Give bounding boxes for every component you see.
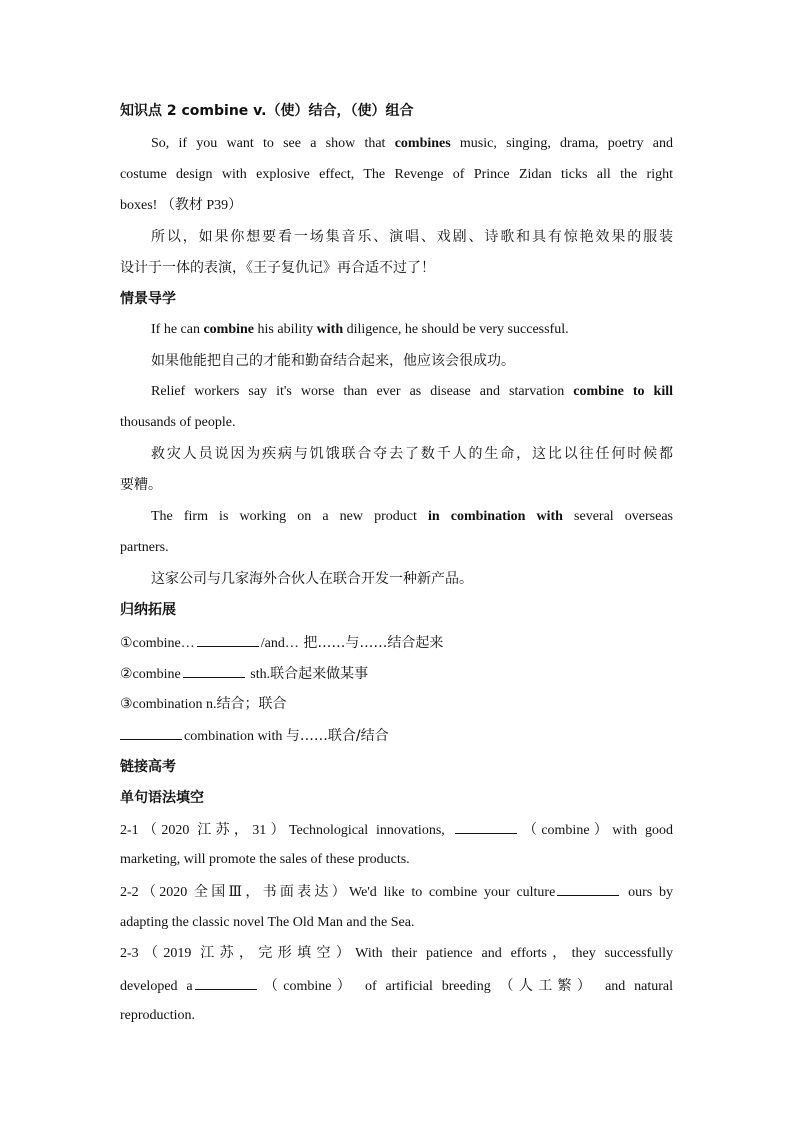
question-2-1-line-1: 2-1（2020 江苏，31）Technological innovations, （combine）with good xyxy=(120,819,673,841)
question-2-1-line-2: marketing, will promote the sales of these products. xyxy=(120,852,410,867)
scene-title: 情景导学 xyxy=(120,291,176,307)
link-title: 链接高考 xyxy=(120,759,176,775)
example-1-line-1: So, if you want to see a show that combines music, singing, drama, poetry and xyxy=(151,136,673,151)
summary-item-4: combination with 与……联合/结合 xyxy=(120,725,673,747)
fill-blank[interactable] xyxy=(195,975,257,990)
example-1-translation-1: 所以，如果你想要看一场集音乐、演唱、戏剧、诗歌和具有惊艳效果的服装 xyxy=(151,229,673,245)
scene-sentence-2-line-2: thousands of people. xyxy=(120,415,236,430)
scene-translation-1: 如果他能把自己的才能和勤奋结合起来，他应该会很成功。 xyxy=(151,353,515,369)
question-2-2-line-2: adapting the classic novel The Old Man and the Sea. xyxy=(120,915,415,930)
scene-translation-3: 这家公司与几家海外合伙人在联合开发一种新产品。 xyxy=(151,571,473,587)
summary-item-3: ③combination n.结合；联合 xyxy=(120,696,287,712)
question-2-3-line-1: 2-3（2019 江苏，完形填空）With their patience and efforts，they successfully xyxy=(120,946,673,961)
scene-translation-2-line-1: 救灾人员说因为疾病与饥饿联合夺去了数千人的生命，这比以往任何时候都 xyxy=(151,446,673,462)
summary-title: 归纳拓展 xyxy=(120,602,176,618)
example-1-translation-2: 设计于一体的表演，《王子复仇记》再合适不过了！ xyxy=(120,260,435,276)
scene-sentence-1: If he can combine his ability with diligence, he should be very successful. xyxy=(151,322,569,337)
scene-translation-2-line-2: 要糟。 xyxy=(120,477,162,493)
scene-sentence-3-line-2: partners. xyxy=(120,540,169,555)
question-2-3-line-2: developed a （combine） of artificial breeding （人工繁） and natural xyxy=(120,975,673,997)
fill-blank[interactable] xyxy=(455,819,517,834)
exercise-subtitle: 单句语法填空 xyxy=(120,790,204,806)
summary-item-1: ①combine… /and… 把……与……结合起来 xyxy=(120,632,673,654)
fill-blank[interactable] xyxy=(557,881,619,896)
question-2-2-line-1: 2-2（2020 全国Ⅲ，书面表达）We'd like to combine your culture ours by xyxy=(120,881,673,903)
scene-sentence-3-line-1: The firm is working on a new product in combination with several overseas xyxy=(151,509,673,524)
fill-blank[interactable] xyxy=(183,663,245,678)
summary-item-2: ②combine sth.联合起来做某事 xyxy=(120,663,673,685)
fill-blank[interactable] xyxy=(197,632,259,647)
question-2-3-line-3: reproduction. xyxy=(120,1008,196,1023)
example-1-line-3: boxes! （教材 P39） xyxy=(120,198,243,213)
fill-blank[interactable] xyxy=(120,725,182,740)
scene-sentence-2-line-1: Relief workers say it's worse than ever as disease and starvation combine to kill xyxy=(151,384,674,399)
knowledge-point-title: 知识点 2 combine v.（使）结合，（使）组合 xyxy=(120,103,414,119)
example-1-line-2: costume design with explosive effect, The Revenge of Prince Zidan ticks all the right xyxy=(120,167,673,182)
